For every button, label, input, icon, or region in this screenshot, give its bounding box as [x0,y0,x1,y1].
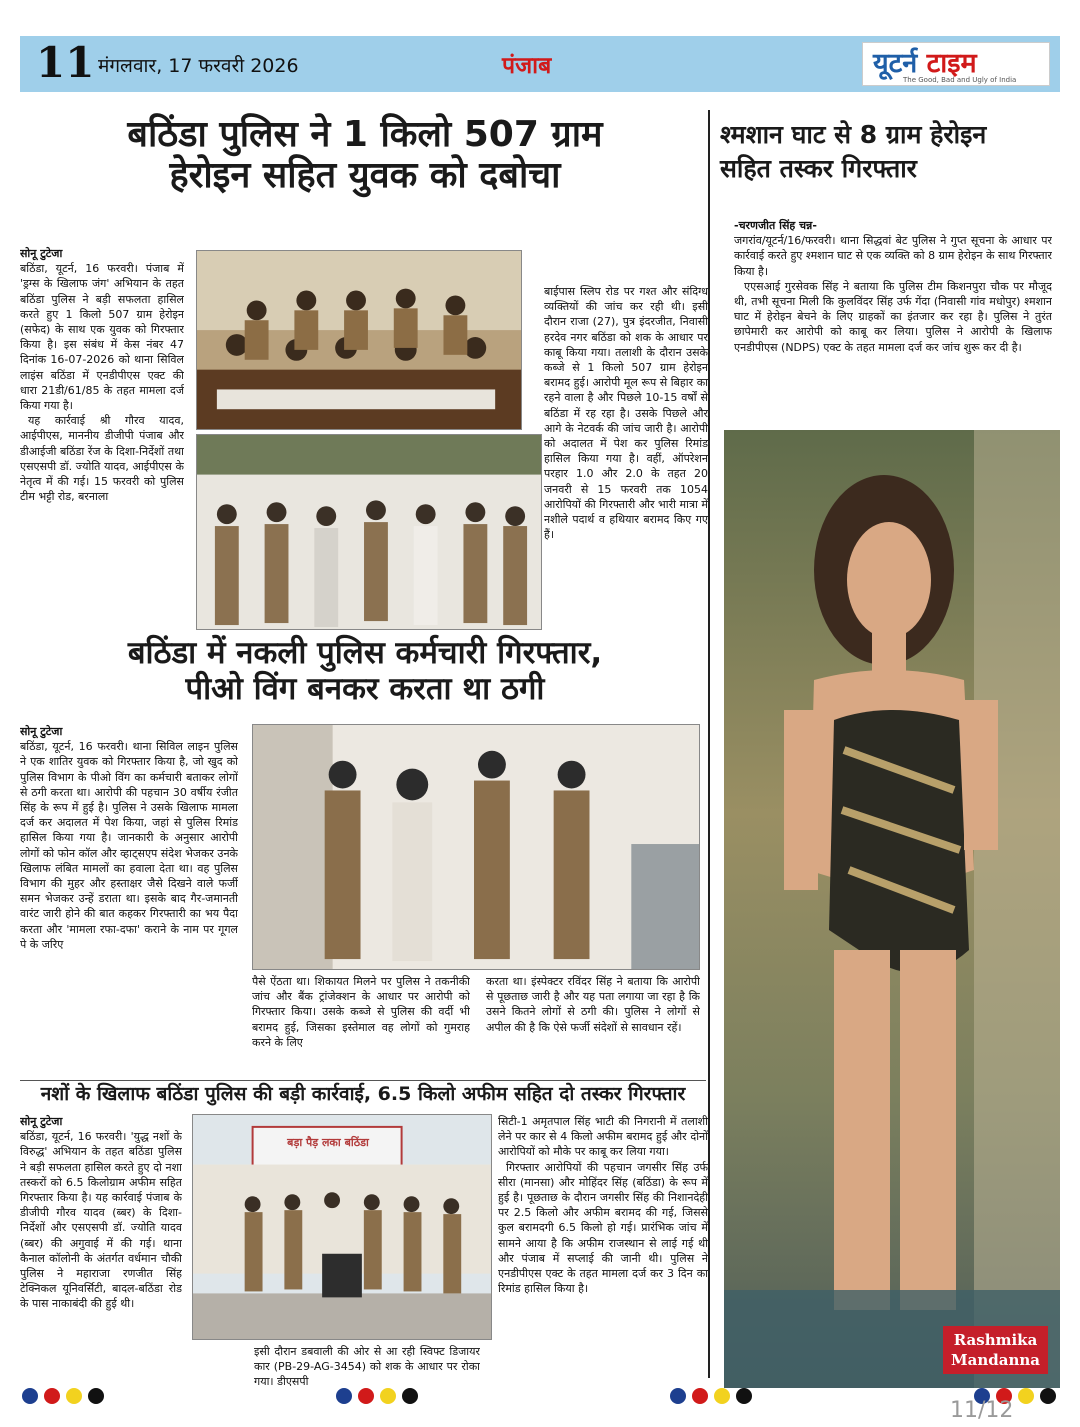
story3-headline: नशों के खिलाफ बठिंडा पुलिस की बड़ी कार्रवाई, 6.5 किलो अफीम सहित दो तस्कर गिरफ्तार [40,1083,686,1105]
logo-word-blue: यूटर्न [873,48,918,79]
story4-headline: श्मशान घाट से 8 ग्राम हेरोइन सहित तस्कर गिरफ्तार [720,120,987,183]
story3-column-1: सोनू टुटेजा बठिंडा, यूटर्न, 16 फरवरी। 'युद्ध नशों के विरुद्ध' अभियान के तहत बठिंडा पुलिस ने बड़ी सफलता हासिल करते हुए दो नशा तस्करों को 6.5 किलोग्राम अफीम सहित गिरफ्तार किया है। यह कार्रवाई पंजाब के डीजीपी गौरव यादव (ब्बर) के दिशा-निर्देशों और एसएसपी डॉ. ज्योति यादव (ब्बर) की अगुवाई में की गई। थाना कैनाल कॉलोनी के अंतर्गत वर्धमान चौकी पुलिस ने महाराजा रणजीत सिंह टेक्निकल यूनिवर्सिटी, बादल-बठिंडा रोड के पास नाकाबंदी की हुई थी। [20,1115,182,1311]
story1-column-2: बाईपास स्लिप रोड पर गश्त और संदिग्ध व्यक्तियों की जांच कर रही थी। इसी दौरान राजा (27), पुत्र इंदरजीत, निवासी हरदेव नगर बठिंडा को शक के आधार पर काबू किया गया। तलाशी के दौरान उसके कब्जे से 1 किलो 507 ग्राम हेरोइन बरामद हुई। आरोपी मूल रूप से बिहार का रहने वाला है और पिछले 10-15 वर्षों से बठिंडा में रह रहा है। उसके पिछले और आगे के नेटवर्क की जांच जारी है। आरोपी को अदालत में पेश कर पुलिस रिमांड हासिल किया गया है। वहीं, ऑपरेशन परहार 1.0 और 2.0 के तहत 20 जनवरी से 15 फरवरी तक 1054 आरोपियों की गिरफ्तारी और भारी मात्रा में नशीले पदार्थ व हथियार बरामद किए गए हैं। [544,285,708,542]
column-divider [708,110,710,1378]
story1-press-conference-photo [196,250,522,430]
story3-column-3: सिटी-1 अमृतपाल सिंह भाटी की निगरानी में तलाशी लेने पर कार से 4 किलो अफीम बरामद हुई और दोनों आरोपियों को मौके पर काबू कर लिया गया। गिरफ्तार आरोपियों की पहचान जगसीर सिंह उर्फ सीरा (मानसा) और मोहिंदर सिंह (बठिंडा) के रूप में हुई है। पूछताछ के दौरान जगसीर सिंह की निशानदेही पर 2.5 किलो और अफीम बरामद की गई, जिससे कुल बरामदगी 6.5 किलो हो गई। प्रारंभिक जांच में सामने आया है कि अफीम राजस्थान से लाई गई थी और पंजाब में सप्लाई की जानी थी। पुलिस ने एनडीपीएस एक्ट के तहत मामला दर्ज कर 3 दिन का रिमांड हासिल किया है। [498,1115,708,1296]
feature-caption: Rashmika Mandanna [943,1326,1048,1374]
story2-column-2: पैसे ऐंठता था। शिकायत मिलने पर पुलिस ने तकनीकी जांच और बैंक ट्रांजेक्शन के आधार पर आरोपी को गिरफ्तार किया। उसके कब्जे से पुलिस की वर्दी भी बरामद हुई, जिसका इस्तेमाल वह लोगों को गुमराह करने के लिए [252,975,470,1049]
story3-byline: सोनू टुटेजा [20,1115,63,1128]
story4-byline: -चरणजीत सिंह चन्न- [734,219,817,232]
story2-byline: सोनू टुटेजा [20,725,63,738]
page-header [20,36,1060,92]
registration-marks-2 [336,1388,426,1404]
station-board-text: बड़ा पैड़ लका बठिंडा [287,1136,369,1149]
story4-body: -चरणजीत सिंह चन्न- जगरांव/यूटर्न/16/फरवरी। थाना सिद्धवां बेट पुलिस ने गुप्त सूचना के आधार पर कार्रवाई करते हुए श्मशान घाट से एक व्यक्ति को 8 ग्राम हेरोइन के साथ गिरफ्तार किया है। एएसआई गुरसेवक सिंह ने बताया कि पुलिस टीम किशनपुरा चौक पर मौजूद थी, तभी सूचना मिली कि कुलविंदर सिंह उर्फ गेंदा (निवासी गांव मधोपुर) श्मशान घाट में हेरोइन बेचने के लिए ग्राहकों का इंतजार कर रहा है। पुलिस ने तुरंत छापेमारी कर आरोपी को काबू कर लिया। पुलिस ने आरोपी के खिलाफ एनडीपीएस (NDPS) एक्ट के तहत मामला दर्ज कर जांच शुरू कर दी है। [734,219,1052,354]
story2-arrest-photo [252,724,700,970]
section-name: पंजाब [502,53,552,79]
story1-arrest-photo [196,434,542,630]
story1-column-1: सोनू टुटेजा बठिंडा, यूटर्न, 16 फरवरी। पंजाब में 'ड्रग्स के खिलाफ जंग' अभियान के तहत बठिंडा पुलिस ने बड़ी सफलता हासिल करते हुए 1 किलो 507 ग्राम हेरोइन (सफेद) के साथ एक युवक को गिरफ्तार किया है। इस संबंध में केस नंबर 47 दिनांक 16-07-2026 को थाना सिविल लाइंस बठिंडा में एनडीपीएस एक्ट की धारा 21डी/61/85 के तहत मामला दर्ज किया गया है। यह कार्रवाई श्री गौरव यादव, आईपीएस, माननीय डीजीपी पंजाब और डीआईजी बठिंडा रेंज के दिशा-निर्देशों तथा एसएसपी डॉ. ज्योति यादव, आईपीएस के नेतृत्व में की गई। 15 फरवरी को पुलिस टीम भट्टी रोड, बरनाला [20,247,184,504]
issue-date: मंगलवार, 17 फरवरी 2026 [98,55,299,77]
registration-marks-1 [22,1388,112,1404]
story2-column-1: सोनू टुटेजा बठिंडा, यूटर्न, 16 फरवरी। थाना सिविल लाइन पुलिस ने एक शातिर युवक को गिरफ्तार किया है, जो खुद को पुलिस विभाग के पीओ विंग का कर्मचारी बताकर लोगों से ठगी करता था। आरोपी की पहचान 30 वर्षीय रंजीत सिंह के रूप में हुई है। पुलिस ने उसके खिलाफ मामला दर्ज कर अदालत में पेश किया, जहां से पुलिस रिमांड हासिल किया गया है। जानकारी के अनुसार आरोपी लोगों को फोन कॉल और व्हाट्सएप संदेश भेजकर उनके खिलाफ लंबित मामलों का हवाला देता था। वह पुलिस विभाग की मुहर और हस्ताक्षर जैसे दिखने वाले फर्जी समन भेजकर उन्हें डराता था। इसके बाद गैर-जमानती वारंट जारी होने की बात कहकर गिरफ्तारी का भय पैदा करता और 'मामला रफा-दफा' कराने के नाम पर गूगल पे के जरिए [20,725,238,951]
registration-marks-3 [670,1388,760,1404]
story2-headline: बठिंडा में नकली पुलिस कर्मचारी गिरफ्तार, पीओ विंग बनकर करता था ठगी [127,635,603,707]
logo-tagline: The Good, Bad and Ugly of India [903,76,1017,84]
story3-column-2: इसी दौरान डबवाली की ओर से आ रही स्विफ्ट डिजायर कार (PB-29-AG-3454) को शक के आधार पर रोका गया। डीएसपी [254,1345,480,1389]
page-number: 11 [36,38,95,87]
story1-byline: सोनू टुटेजा [20,247,63,260]
story-divider [20,1080,706,1081]
newspaper-page [20,36,1060,1388]
masthead-logo [862,42,1050,86]
feature-photo [724,430,1060,1388]
page-indicator: 11/12 [950,1398,1014,1423]
story1-headline: बठिंडा पुलिस ने 1 किलो 507 ग्राम हेरोइन सहित युवक को दबोचा [127,114,603,197]
logo-word-red: टाइम [926,48,977,79]
story3-police-station-photo [192,1114,492,1340]
story2-column-3: करता था। इंस्पेक्टर रविंदर सिंह ने बताया कि आरोपी से पूछताछ जारी है और यह पता लगाया जा रहा है कि उसने कितने लोगों से ठगी की। पुलिस ने लोगों से अपील की है कि ऐसे फर्जी संदेशों से सावधान रहें। [486,975,700,1034]
